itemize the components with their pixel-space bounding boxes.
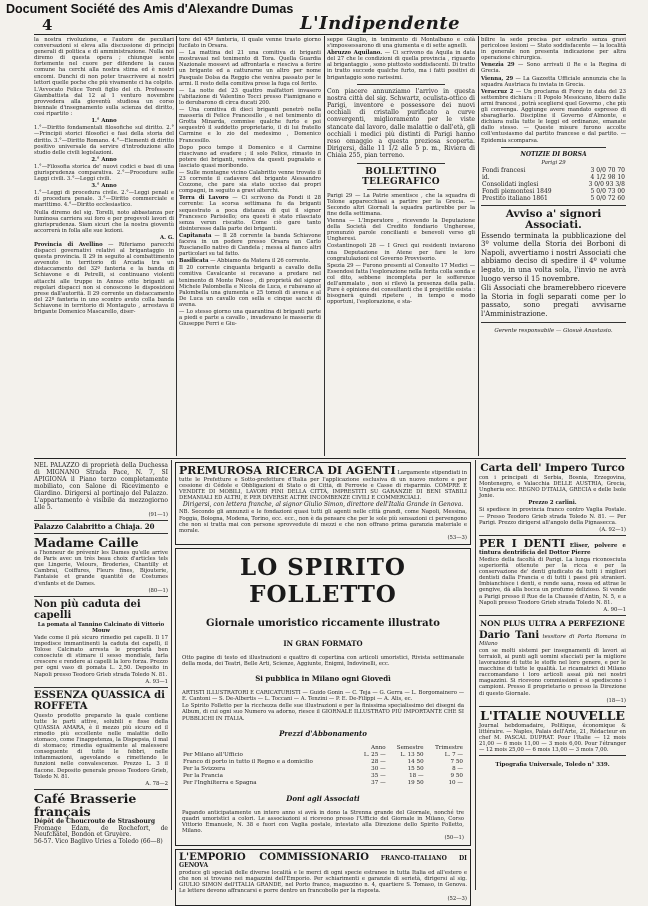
- spirito-folletto-text: Otto pagine di testo ed illustrazioni e quattro di copertina con articoli umoristici, Rivista settimanale della moda, dei Teatri, Belle Arti, Scienze, Aggiunte, Enigmi, Indovinelli, ecc.: [182, 654, 464, 668]
- stock-name: Fondi francesi: [482, 166, 526, 174]
- price-destination: Franco di porto in tutto il Regno e a domicilio: [183, 758, 313, 765]
- separator: [357, 163, 445, 164]
- notice-heading: Avviso a' signori Associati.: [505, 207, 602, 231]
- separator: [501, 147, 606, 148]
- course-list: 1.°—Diritto fondamentali filosofiche sul diritto. 2.°—Principii storici filosofici e fasi della storia del diritto. 3.°—Diritto Romano. 4.°—Elementi di diritto positivo universale da servire d'introduzione allo studio delle civili legislazioni.: [34, 125, 174, 156]
- stock-value: 5 0/0 72 60: [590, 194, 625, 202]
- column-rule: [171, 460, 172, 890]
- article-text: — Una comitiva di dieci briganti penetrò nella masseria di Felice Francesillo , e nel tenimento di Grotta Minarda, commise qualche furto e poi sequestrò il suddetto proprietario, il di lui fratello Carmine e lo zio del medesimo , Domenico Francesillo.: [179, 107, 321, 144]
- price-destination: Per la Francia: [183, 772, 223, 779]
- cafe-subheading: Dépôt de Choucroute de Strasbourg: [34, 817, 156, 825]
- gifts-heading: Doni agli Associati: [286, 793, 360, 803]
- ad-reference: (53—3): [447, 534, 467, 541]
- separator: [34, 789, 168, 790]
- perfezione-heading: NON PLUS ULTRA A PERFEZIONE: [480, 618, 625, 628]
- carta-text: con i principati di Serbia, Bosnia, Erzegovina, Montenegro, e Valacchia DELLE AUSTRIA, Grecia, Ungheria ecc. REGNO D'ITALIA, GRECIA e delle Isole Jonie.: [479, 475, 626, 500]
- stock-name: Prestito italiano 1861: [482, 194, 548, 202]
- price-amount: 9 50: [450, 772, 463, 779]
- top-rule: [34, 34, 626, 35]
- article-text: — Lo stesso giorno una quarantina di briganti parte a piedi e parte a cavallo , invadevano le masserie di Giuseppe Ferri e Giu-: [179, 309, 321, 328]
- section-heading: Provincia di Avellino: [34, 242, 103, 248]
- price-destination: Per Milano all'Ufficio: [183, 751, 243, 758]
- separator: [357, 84, 445, 85]
- news-column-4: [481, 37, 626, 455]
- emporio-heading: L'EMPORIO COMMISSIONARIO: [179, 852, 369, 864]
- stock-value: 3 0/0 93 3/8: [588, 180, 625, 188]
- article-text: tore del 45º fanteria, il quale venne trasto giorno fucilato in Orsara.: [179, 37, 321, 50]
- archive-watermark: Document Société des Amis d'Alexandre Dumas: [6, 2, 294, 16]
- spirito-folletto-text: Pagando anticipatamente un intero anno si avrà in dono la Strenna grande del Giornale, nonché tre quadri umoristici a colori. Le associazioni si ricevono presso l'Ufficio del Giornale in Milano, Corso Vittorio Emanuele, N. 38 e fuori con Vaglia postale, intestato alla Direzione dello Spirito Folletto, Milano.: [182, 809, 464, 834]
- separator: [34, 687, 168, 688]
- price-amount: 7 50: [450, 758, 463, 765]
- section-heading: Basilicata: [179, 258, 209, 265]
- telegraph-bulletin-heading: BOLLETTINO TELEGRAFICO: [362, 166, 440, 187]
- madame-caille-text: a l'honneur de prévenir les Dames qu'elle arrive de Paris avec un très beau choix d'articles tels que Lingerie, Velours, Broderies, Chantilly et Cambrai, Coiffures, Fleurs fines, Bijouterie, Fantaisie et grande quantité de Costumes d'enfants et de Dames.: [34, 550, 168, 587]
- article-text: Capitanata — Il 28 corrente la banda Schiavone faceva in un podere presso Orsara un Carlo Ruscianello nativo di Candela ; messa al fianco altri particolari su tal fatto.: [179, 232, 322, 258]
- price-amount: 15 50: [407, 765, 424, 772]
- price-heading: Prezzi d'Abbonamento: [279, 728, 367, 738]
- quassia-text: Questo prodotto preparato la quale contiene tutte le parti attive, solubili e fisse della QUASSIA AMARA, è il mezzo più sicuro ed il rimedio più eccellente nelle malattie dello stomaco, come l'inappetenza, la Dispepsia, il mal di stomaco; rimedia egualmente al malessere conseguente di tutte le febbri, nelle infiammazioni, agevolando e rimettendo le funzioni nelle convalescenze. Prezzo L. 3 il flacone. Deposito generale presso Teodoro Grieb, Toledo N. 81.: [34, 712, 168, 780]
- denti-subheading: Eliser, polvere e tintura dentrificia del Dottor Pierre: [479, 542, 626, 556]
- price-row: [182, 780, 464, 787]
- article-text: L'Avvocato Felice Toreli figlio del ch. Professore Giambattista dal 12 al 1 venturo novembre provvedera alla gioventù studiosa un corso biennale d'insegnamento sulla scienza del diritto, così ripartito :: [34, 86, 174, 118]
- ad-reference: A. 78—2: [145, 780, 168, 787]
- emporio-text: produce gli speciali delle diverse località e le merci di ogni specie estranee in tutta Italia ed all'estero e che non si trovano nei magazzini dell'Emporio. Per schiarimenti e garanzie di serietà, dirigersi al sig. GIULIO SIMON dell'ITALIA GRANDE, nel Porto franco, magazzino n. 4, quartiere S. Tomaso, in Genova. Le lettere devono affrancarsi e porre dentro un francobollo per la risposta.: [179, 870, 467, 895]
- price-amount: L. 13 50: [400, 751, 424, 758]
- price-row: [182, 759, 464, 766]
- emporio-subheading: FRANCO-ITALIANO DI GENOVA: [179, 855, 467, 870]
- year-heading: 2.° Anno: [91, 156, 117, 163]
- cafe-text: Fromage Edam, de Rochefort, de Neufchâtel, Bondon et Gruyère.: [34, 824, 168, 838]
- price-row: [182, 752, 464, 759]
- agenti-note: NB. Secondo gli annunzii e le fondazioni quasi tutti gli agenti nelle città grandi, come Napoli, Messina, Foggia, Bologna, Modena, Torino, ecc. ecc., non è da pensare che per le sole più sensazioni ci pervengono che non si tratta mai con persone sprovvedute di mezzi e che non offrano prima garanzia materiale e morale.: [179, 509, 467, 534]
- separator: [479, 615, 626, 616]
- agenti-contact: Dirigersi, con lettera franche, al signor Giulio Simon, direttore dell'Italia Grande in Genova.: [182, 501, 464, 509]
- price-amount: 19 50: [407, 779, 424, 786]
- emporio-ad: [175, 849, 471, 906]
- telegram: Parigi 29 — La Patrie smentisce , che la squadra di Tolone apparecchiasi a partire per la Grecia. — Secondo altri Giornali la squadra partirebbe per la fine della settimana.: [327, 192, 475, 217]
- madame-caille-heading: Madame Caille: [34, 535, 139, 551]
- column-rule: [475, 460, 476, 890]
- section-heading: Terra di Lavoro: [179, 195, 229, 202]
- price-column-header: Semestre: [396, 744, 424, 751]
- notice-text: Essendo terminata la pubblicazione del 3º volume della Storia dei Borboni di Napoli, avvertiamo i nostri Associati che abbiamo deciso di spedire il 4º volume legato, in una volta sola, l'invio ne avrà luogo verso il 15 novembre.: [481, 231, 626, 283]
- stock-value: 3 0/0 70 70: [590, 166, 625, 174]
- stock-row: [481, 174, 626, 181]
- ad-reference: (A. 92—1): [599, 526, 626, 533]
- price-amount: 37 —: [371, 779, 386, 786]
- perfezione-name: Dario Tani: [479, 629, 540, 641]
- cafe-heading: Café Brasserie français: [34, 790, 137, 819]
- stock-name: id.: [482, 173, 490, 181]
- italie-nouvelle-heading: L'ITALIE NOUVELLE: [480, 707, 625, 723]
- price-amount: 10 —: [448, 779, 463, 786]
- stock-news-date: Parigi 29: [541, 159, 566, 166]
- price-column-header: Trimestre: [435, 744, 463, 751]
- telegram: Vienna — L'Imperatore , ricevendo la Deputazione della Società del Credito fondiario Ungherese, pronunziò parole concilianti e benevoli verso gli Ungheresi.: [327, 218, 475, 243]
- ad-reference: (52—3): [447, 895, 467, 902]
- article-text: Nulla diremo del sig. Torelli, noto abbastanza per luminosa carriera sui foro e per pregevoli lavori di giurisprudenza. Siam sicuri che la nostra gioventù accorrerà in folla alle sue lezioni.: [34, 209, 174, 234]
- palazzo-ad: NEL PALAZZO di proprietà della Duchessa di MIGNANO Strada Pace, N. 7, SI APIGIONA il Piano terzo completamente mobiliato, con Salone di Ricevimento e Giardino. Dirigersi al portinajo del Palazzo. L'appartamento è visibile da mezzogiorno alle 5.: [34, 462, 168, 511]
- separator: [479, 535, 626, 536]
- stock-value: 5 0/0 73 00: [590, 187, 625, 195]
- separator: [481, 322, 626, 323]
- ad-reference: (66—8): [140, 838, 163, 846]
- stock-table: [481, 167, 626, 202]
- separator: [481, 205, 626, 206]
- article-text: — La mattina del 21 una comitiva di briganti mostravasi nel tenimento di Tora. Quella Guardia Nazionale mossevi ad affrontarla e riesciva a ferire un brigante ed a catturarne un altro per nome Pasquale Dolsa da Reggio che veniva passato per le armi. Il resto della comitiva prese la fuga col ferito.: [179, 50, 321, 87]
- article-text: Dopo poco tempo il Domenico e il Carmine riuscivano ad evadere ; il solo Felice, rimasto in potere dei briganti, veniva da questi pugnalato e lasciato quasi moribondo.: [179, 144, 321, 169]
- telegram: bilire la sede precisa per estrarlo senza gravi pericolose lesioni — Stato soddisfacente — la località in generale non presenta indicazione per altra operazione chirurgica.: [481, 37, 626, 62]
- separator: [34, 596, 168, 597]
- cafe-address: 56-57. Vico Baglivo Uries a Toledo: [34, 838, 139, 846]
- news-column-2: [179, 37, 321, 455]
- separator: [34, 533, 168, 534]
- stock-row: [481, 167, 626, 174]
- ad-reference: (18—1): [606, 697, 626, 704]
- year-heading: 3.° Anno: [91, 183, 117, 190]
- stock-name: Consolidati inglesi: [482, 180, 539, 188]
- separator: [479, 755, 626, 756]
- separator: [479, 706, 626, 707]
- page-number: 4: [42, 16, 53, 34]
- price-amount: 18 —: [409, 772, 424, 779]
- ad-reference: (91—1): [148, 512, 168, 518]
- capelli-text: Vade come il più sicuro rimedio pei capelli. Il 17 impedisce immantinenti la caduta dei capelli, il Tolose Calcinato arresta le proprietà ben conosciute di stimare il sesso mondiale, farla crescere e rendere ai capelli la loro forza. Prezzo per ogni vaso di pomata L. 2,50. Deposito in Napoli presso Teodoro Grieb strada Toledo N. 81.: [34, 634, 168, 678]
- separator: [367, 189, 435, 190]
- spirito-folletto-artists: ARTISTI ILLUSTRATORI E CARICATURISTI — Guido Gonin — C. Teja — G. Gerra — L. Borgomainero — E. Cantoni — S. De-Albertis — L. Toccani — A. Tenzini — P. E. De-Filippi — A. Alis, ec.: [182, 690, 464, 703]
- article-text: — La notte del 23 quattro malfattori invasero l'abitazione di Valentino Tocci presso Fiamignano e lo derubarono di circa ducati 200.: [179, 87, 321, 106]
- article-text: Terra di Lavoro — Ci scrivono da Fondi il 28 corrente: La scorsa settimana fu da briganti sequestrato a poca distanza di qui il signor Francesco Parisiello; ora questi è stato rilasciato senza verun riscatto. Come ciò gare tanto disinteresse dalla parte dei briganti.: [179, 195, 321, 232]
- article-text: Abruzzo Aquilano. — Ci scrivono da Aquila in data del 27 che le condizioni di quella provincia , riguardo al brigantaggio , sono piuttosto soddisfacenti. Di tratto in tratto succede qualche furto, ma i fatti positivi di brigantaggio sono rarissimi.: [327, 50, 476, 81]
- article-text: Il 20 corrente cinquanta briganti a cavallo della comitiva Cavalcante si recavano a predare nel tenimento di Monte Poloso , di proprietà del signor Michele Palombella e Nicola de Luca, e rubavano al Palombella una giumenta e 25 tomoli di avena e al De Luca un cavallo con sella e cinque sacchi di avena.: [179, 265, 321, 308]
- stock-value: 4 1/2 98 10: [590, 173, 625, 181]
- price-row: [182, 766, 464, 773]
- spirito-folletto-format: IN GRAN FORMATO: [283, 638, 363, 648]
- price-column-header: Anno: [371, 744, 386, 751]
- italie-nouvelle-text: Journal hebdomadaire, Politique, économique & littéraire. — Naples, Palais dell'Arte, 21, Rédacteur en chef M. PASCAL DUPRAT. Pour l'Italie — 12 mois 21,00 — 6 mois 11,00 — 3 mois 6,00. Pour l'étranger — 12 mois 25,00 — 6 mois 13,00 — 3 mois 7,00.: [479, 722, 626, 754]
- ad-reference: A. 93—1: [145, 678, 168, 685]
- spirito-folletto-subtitle: Giornale umoristico riccamente illustrato: [206, 617, 440, 629]
- carta-price: Prezzo 2 carlini.: [528, 500, 577, 507]
- quassia-heading: ESSENZA QUASSICA di ROFFETA: [34, 689, 165, 712]
- telegram: Veracruz 2 — Un proclama di Forey in data del 23 settembre dichiara : Il Popolo Messicano, libero dalle armi francesi , potrà scegliersi quel Governo , che più gli convenga. Aggiunge avere mandato espresso di sbaragliarlo. Discipline il Governo d'Almonte, e dichiara nulla tutte le leggi ed ordinanze, emanate dallo stesso. — Queste misure furono accolte coll'entusiasmo dal partito francese e dal partito. — Epidemia scomparsa.: [481, 88, 627, 144]
- denti-text: Medico della facoltà di Parigi. La lunga riconosciuta superiorità ottenute per la ricca e per la conservazione de' denti giudicato da tutti i migliori dentisti dalla Francia e di tutti i paesi più stranieri. Imbianchisce i denti, e rende sana, rosea ed attrae le gengive, dà alla bocca un profumo delizioso. Si vende a Parigi presso il Rue de la Chausée d'Antin, N. 5, e a Napoli presso Teodoro Grieb strada Toledo N. 81.: [479, 556, 626, 606]
- carta-text: Si spedisce in provincia franco contro Vaglia Postale. — Presso Teodoro Grieb strada Toledo N. 81. — Per Parigi. Prezzo dirigersi all'angolo della Pignasecca.: [479, 507, 626, 526]
- telegram: Vienna, 29 — La Gazzetta Ufficiale annunzia che la squadra Austriaca fu inviata in Grecia.: [481, 75, 626, 88]
- article-text: la nostra rivoluzione, e l'autore de peculiari conversazioni si eleva alla discussione di principi generali di politica e di amministrazione. Nulla noi diremo di questa opera ; chiunque sente fortemente nel cuore per difendere la causa comune ha cerchi alla nostra stima ed è nostri encomi. Dunchi di non poter trascrivere ai nostri lettori quelle poche che più vivamente ci ha colpito.: [34, 37, 174, 86]
- agenti-ad: PREMUROSA RICERCA DI AGENTI Largamente stipendiati in tutte le Prefetture e Sotto-prefetture d'Italia per l'applicazione esclusiva di un nuovo motore e per cessione di Cédole e Obbligazioni di Stato o di Città, di Ferrovie e Casse di risparmio. COMPRE E VENDITE DI MOBILI, LAVORI FINI DELLA CITTÀ, IMPRESTITI SU GARANZIE DI BENI STABILI DEMANIALI ED ALTRI, E PER DIVERSE ALTRE INCOMBENZE CIVILI E COMMERCIALI. Dirigersi, con lettera franche, al signor Giulio Simon, direttore dell'Italia Grande in Genova. NB. Secondo gli annunzii e le fondazioni quasi tutti gli agenti nelle città grandi, come Napoli, Messina, Foggia, Bologna, Modena, Torino, ecc. ecc., non è da pensare che per le sole più sensazioni ci pervengono che non si tratta mai con persone sprovvedute di mezzi e che non offrano prima garanzia materiale e morale. (53—3): [175, 462, 471, 545]
- telegram: Costantinopoli 28 — I Greci qui residenti inviarono una Deputazione in Atene per fare le loro congratulazioni col Governo Provvisorio.: [327, 243, 475, 262]
- responsible-manager: Gerente responsabile — Giosuè Anastasio.: [494, 328, 613, 335]
- column-rule: [324, 36, 325, 456]
- printer-imprint: Tipografia Universale, Toledo n° 339.: [495, 761, 610, 768]
- article-text: Provincia di Avellino — Riferiamo parecchi dispacci governativi relativi al brigantaggio in questa provincia. Il 29 in seguito al combattimento avvenuto in territorio di Arcadia tra un distaccamento del 32º fanteria e la banda di Schiavone e di Petrelli, si continuano violenti attacchi alle truppe in Annuo otto briganti ai regolari dispacci non si conoscono le disposizioni prese dall'autorità. Il 29 corrente un distaccamento del 22º fanteria in uno scontro avuto colla banda Schiavone in territorio di Montaguto , arrestava il brigante Domenico Mascarello, diser-: [34, 242, 174, 316]
- news-column-1: [34, 37, 174, 455]
- telegram: Venezia 29 — Sono arrivati il Re e la Regina di Grecia.: [481, 62, 627, 75]
- section-heading: Capitanata: [179, 232, 212, 239]
- stock-news-heading: NOTIZIE DI BORSA: [520, 150, 587, 158]
- article-signature: A. G.: [160, 234, 174, 241]
- price-row: [182, 773, 464, 780]
- price-destination: Per la Svizzera: [183, 765, 226, 772]
- price-amount: 14 50: [407, 758, 424, 765]
- ads-column-right: [479, 462, 626, 890]
- notice-text: Gli Associati che bramerebbero ricevere la Storia in fogli separati come per lo passato, sono pregati avvisarne l'Amministrazione.: [481, 284, 626, 319]
- price-amount: 30 —: [371, 765, 386, 772]
- year-heading: 1.° Anno: [91, 118, 117, 125]
- spirito-folletto-ad: [175, 548, 471, 846]
- capelli-subheading: La pomata al Tannino Calcinato di Vittorio Mouw: [37, 621, 165, 634]
- perfezione-subheading: tessitore di Porta Romana in Milano: [479, 633, 626, 647]
- price-destination: Per l'Inghilterra e Spagna: [183, 779, 257, 786]
- optician-notice: Con piacere annunziamo l'arrivo in questa nostra città del sig. Schwartz, oculista-ottico di Parigi, inventore e possessore dei nuovi occhiali di cristallo purificato a curve convergenti, miglioramento per le viste stancate dal lavoro, dalle malattie o dall'età, gli occhiali i medici più distinti di Parigi hanno reso omaggio a questa preziosa scoperta. Dirigersi, dalle 11 1/2 alle 5 p. m., Riviera di Chiaia 255, pian terreno.: [327, 87, 475, 160]
- ads-column-left: [34, 462, 168, 890]
- agenti-heading: PREMUROSA RICERCA DI AGENTI: [179, 464, 396, 477]
- spirito-folletto-title: LO SPIRITO FOLLETTO: [240, 553, 406, 608]
- article-text: Basilicata — Abbiamo da Matera il 26 corrente.: [179, 258, 311, 265]
- ads-rule: [34, 458, 626, 459]
- spirito-folletto-text: Lo Spirito Folletto per la ricchezza delle sue illustrazioni e per la finissima specialissimo dei disegni da Album, di cui ogni suo Numero va adorno, riesce il GIORNALE ILLUSTRATO PIÙ IMPORTANTE CHE SI PUBBLICHI IN ITALIA.: [182, 703, 464, 722]
- price-amount: 35 —: [371, 772, 386, 779]
- price-amount: L. 7 —: [444, 751, 463, 758]
- stock-row: [481, 195, 626, 202]
- article-text: — Sulle montagne vicino Calabritto venne trovato il 23 corrente il cadavere del brigante Alessandro Cozzone, che pare sia stato ucciso dai propri compagni, in seguito a gravi alterchi.: [179, 169, 321, 195]
- ad-reference: (50—1): [444, 834, 464, 841]
- perfezione-text: con se molti sistemi per insegnamenti di lavori ai terraioli, ai punti agli uomini sfacciati per la migliore lavorazione di tutte le stoffe nel loro genere, e per le macchine di tutte le qualità. Le ricamatrici di Milano raccomandano i loro articoli assai più nei nostri magazzini. Si ricevono commissioni e si spediscono i campioni. Presso il proprietario o presso la Direzione di questo Giornale.: [479, 647, 626, 697]
- article-text: seppe Giuglio, in tenimento di Montalbano e colà s'impossessarono di una giumenta e di sette agnelli.: [327, 37, 475, 50]
- calabritto-ad: Palazzo Calabritto a Chiaja. 20: [34, 522, 155, 532]
- price-amount: 8 —: [452, 765, 463, 772]
- column-rule: [176, 36, 177, 456]
- ad-reference: (80—1): [148, 587, 168, 594]
- separator: [34, 520, 168, 521]
- capelli-heading: Non più caduta dei capelli: [34, 598, 141, 621]
- price-amount: L. 25 —: [363, 751, 386, 758]
- column-rule: [478, 36, 479, 456]
- price-table: [182, 745, 464, 787]
- course-list: 1.°—Leggi di procedura civile. 2.°—Leggi penali e di procedura penale. 3.°—Diritto commerciale e marittimo. 4.°—Diritto ecclesiastico.: [34, 190, 174, 209]
- news-column-3: [327, 37, 475, 455]
- price-amount: 28 —: [371, 758, 386, 765]
- stock-row: [481, 188, 626, 195]
- spirito-folletto-publication: Si pubblica in Milano ogni Giovedì: [255, 674, 391, 684]
- stock-name: Fondi piemontesi 1849: [482, 187, 552, 195]
- ad-reference: A. 90—1: [603, 606, 626, 613]
- denti-heading: PER I DENTI: [479, 536, 565, 550]
- ads-column-middle: [175, 462, 471, 902]
- masthead: L'Indipendente: [300, 13, 461, 34]
- section-heading: Abruzzo Aquilano.: [327, 50, 383, 57]
- stock-row: [481, 181, 626, 188]
- telegram: Spezia 29 — Furono presenti al Consulto 17 Medici — Essendosi fatta l'esplorazione nella ferita colla sonda e col dito, sebbene incompleta per le sofferenze dell'ammalato , non si rilevò la presenza della palla. Pure è opinione dei consultanti che il projettile esista : bisognerà quindi ripetere , in tempo e modo opportuni, l'esplorazione, e sta-: [327, 262, 475, 306]
- course-list: 1.°—Filosofia storica de' nuovi codici e basi di una giurisprudenza comparativa. 2.°—Procedure sulle Leggi civili. 3.°—Leggi civili.: [34, 163, 174, 183]
- carta-heading: Carta dell' Impero Turco: [480, 462, 625, 474]
